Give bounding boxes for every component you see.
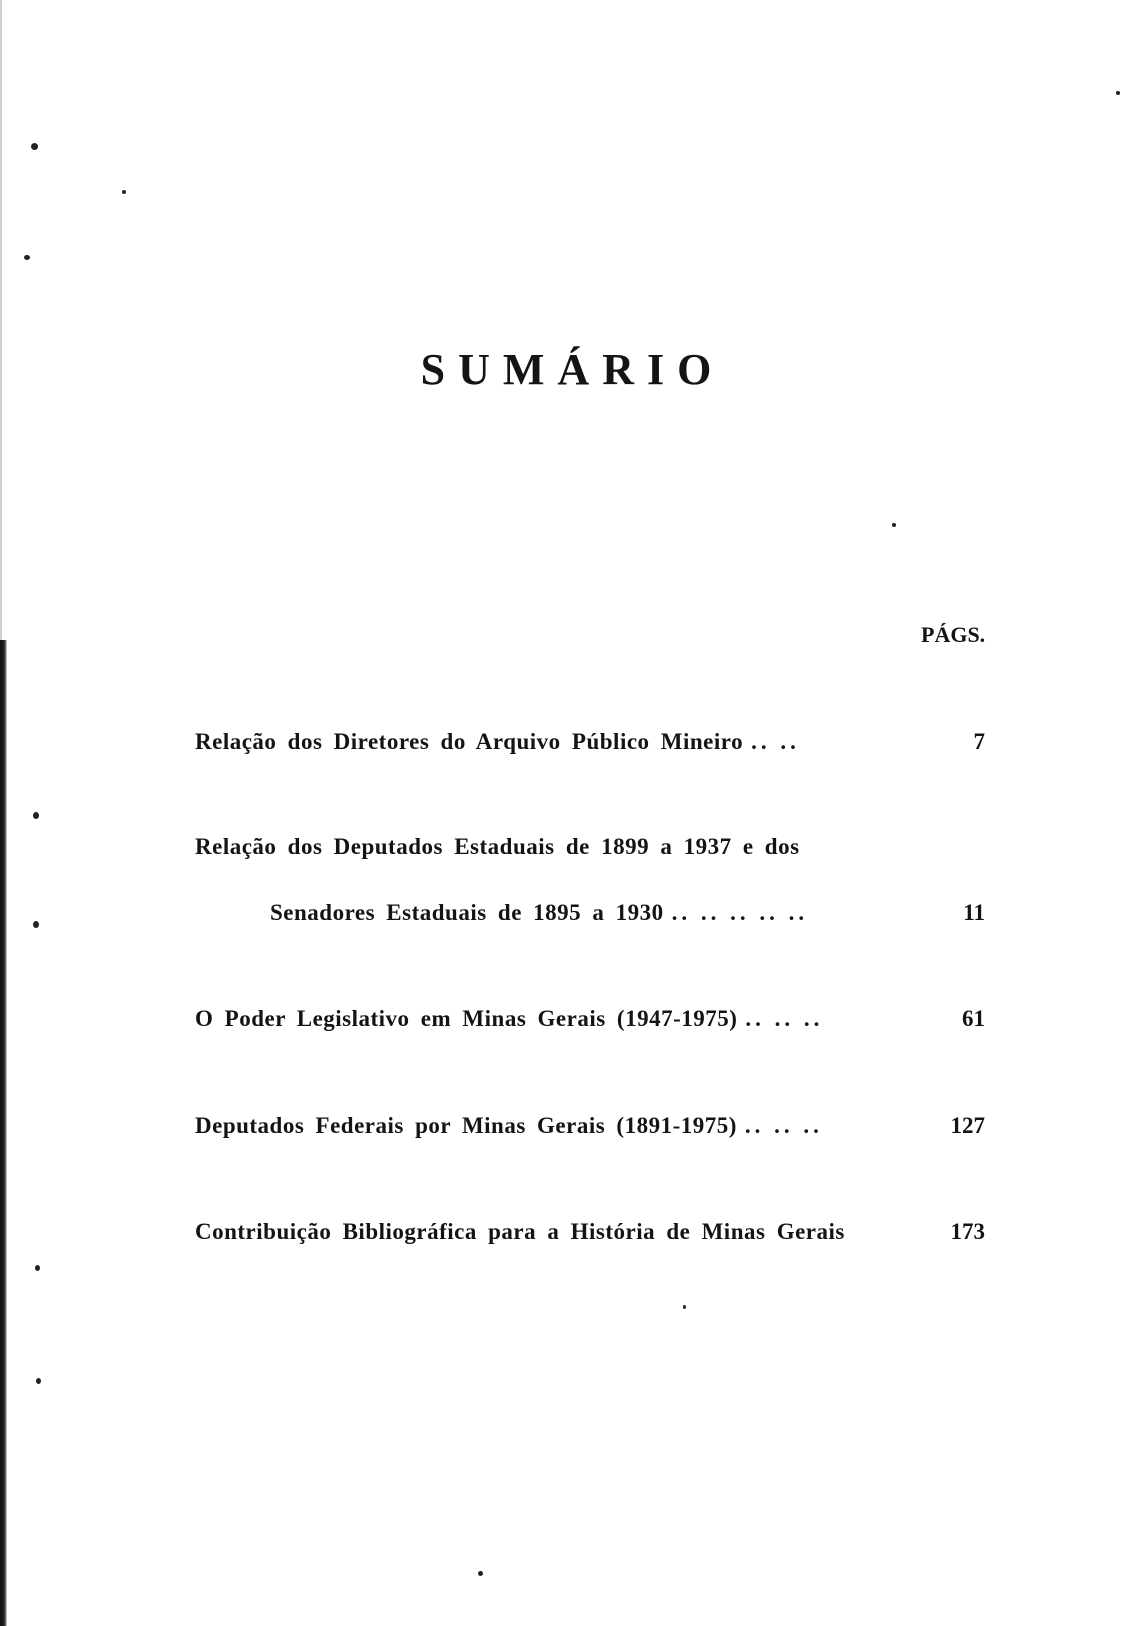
page-title: SUMÁRIO <box>420 345 725 394</box>
leader-dots: .. .. .. .. .. <box>671 900 809 925</box>
scan-speck <box>122 190 126 194</box>
toc-entry-title: Relação dos Diretores do Arquivo Público Mineiro <box>195 729 744 754</box>
scan-speck <box>892 523 896 527</box>
toc-entry-page: 7 <box>973 729 985 754</box>
toc-entry-title: Deputados Federais por Minas Gerais (1891-1975) <box>195 1113 737 1138</box>
scan-speck <box>683 1305 686 1309</box>
toc-entry-page: 127 <box>950 1113 985 1138</box>
toc-entry-title-line2: Senadores Estaduais de 1895 a 1930 <box>270 900 664 925</box>
toc-entry-title: Relação dos Deputados Estaduais de 1899 a 1937 e dos <box>195 834 800 859</box>
scan-speck <box>33 921 39 928</box>
scan-speck <box>1116 91 1120 95</box>
toc-entry-title: O Poder Legislativo em Minas Gerais (1947-1975) <box>195 1006 738 1031</box>
page-edge-shadow-top <box>0 0 2 640</box>
leader-dots: .. .. .. <box>745 1006 824 1031</box>
toc-entry-title: Contribuição Bibliográfica para a História de Minas Gerais <box>195 1219 845 1244</box>
toc-entry <box>195 1006 985 1032</box>
scan-speck <box>24 255 30 260</box>
scan-speck <box>36 1378 41 1384</box>
toc-entry <box>195 1113 985 1139</box>
toc-entry <box>195 1219 985 1245</box>
scan-speck <box>35 1265 40 1271</box>
page-edge-shadow <box>0 640 7 1626</box>
toc-entry <box>195 834 985 925</box>
scan-speck <box>31 143 38 150</box>
toc-entry-page: 61 <box>962 1006 985 1031</box>
scan-speck <box>478 1571 483 1576</box>
toc-entry <box>195 729 985 755</box>
toc-entry-page: 173 <box>950 1219 985 1244</box>
leader-dots: .. .. <box>751 729 800 754</box>
toc-entry-continuation <box>270 900 985 926</box>
scan-speck <box>33 812 39 819</box>
toc-entry-page: 11 <box>963 900 985 925</box>
pages-column-header: PÁGS. <box>921 622 986 647</box>
leader-dots: .. .. .. <box>744 1113 823 1138</box>
